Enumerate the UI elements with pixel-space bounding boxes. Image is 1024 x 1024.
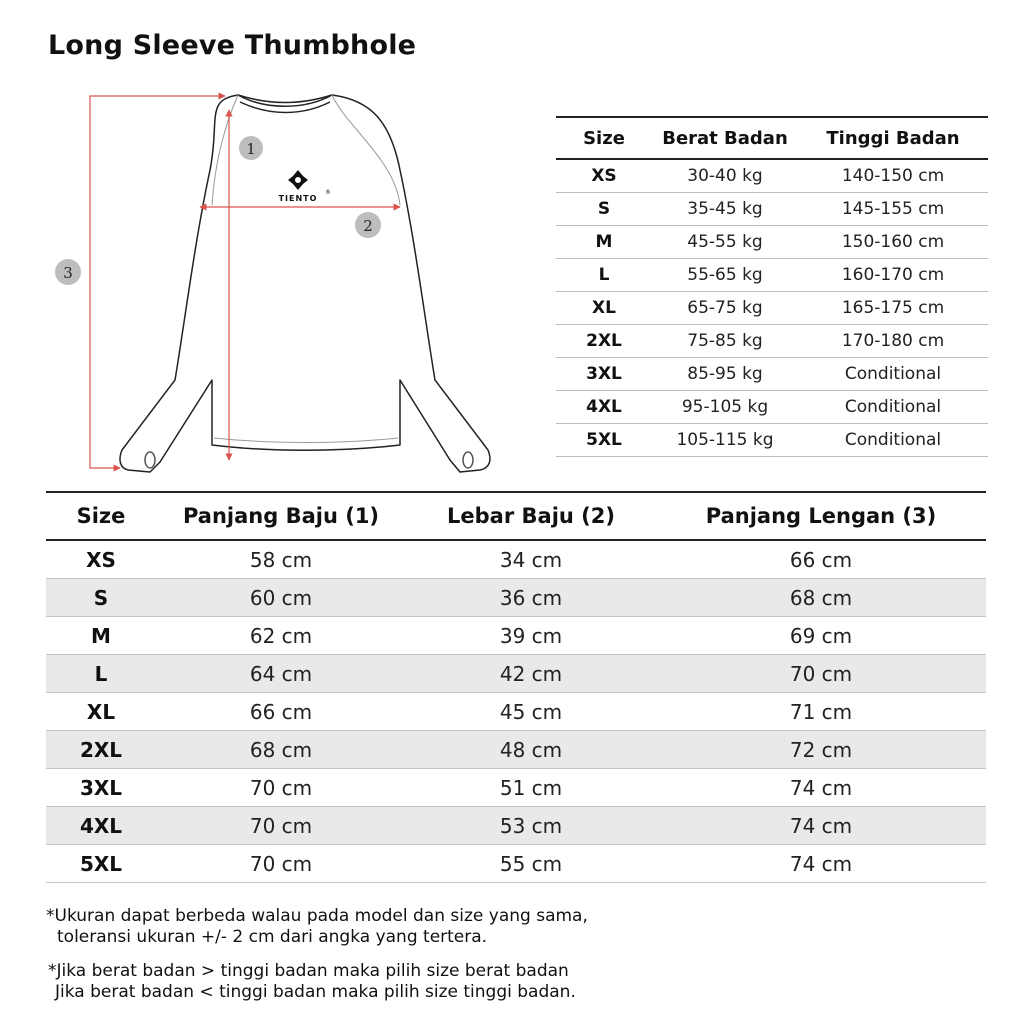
sleeve-cell: 66 cm <box>656 540 986 579</box>
length-cell: 64 cm <box>156 655 406 693</box>
table-header-row <box>46 492 986 540</box>
svg-text:1: 1 <box>246 140 256 158</box>
sleeve-cell: 74 cm <box>656 807 986 845</box>
size-cell: 4XL <box>556 391 652 424</box>
size-choice-note <box>48 961 576 1003</box>
sleeve-cell: 72 cm <box>656 731 986 769</box>
size-cell: 5XL <box>556 424 652 457</box>
table-row <box>46 579 986 617</box>
header-berat-badan: Berat Badan <box>662 127 788 149</box>
weight-cell: 65-75 kg <box>652 292 798 325</box>
size-cell: 3XL <box>556 358 652 391</box>
size-cell: 3XL <box>46 769 156 807</box>
length-cell: 68 cm <box>156 731 406 769</box>
weight-cell: 95-105 kg <box>652 391 798 424</box>
sleeve-cell: 74 cm <box>656 845 986 883</box>
svg-text:2: 2 <box>363 217 373 235</box>
table-row <box>46 540 986 579</box>
height-cell: 140-150 cm <box>798 159 988 193</box>
header-panjang-lengan: Panjang Lengan (3) <box>705 504 937 528</box>
size-cell: XS <box>556 159 652 193</box>
height-cell: 160-170 cm <box>798 259 988 292</box>
weight-cell: 75-85 kg <box>652 325 798 358</box>
length-cell: 66 cm <box>156 693 406 731</box>
header-tinggi-badan: Tinggi Badan <box>826 127 960 149</box>
page-title: Long Sleeve Thumbhole <box>48 30 417 61</box>
height-cell: Conditional <box>798 424 988 457</box>
width-cell: 39 cm <box>406 617 656 655</box>
table-row <box>556 325 988 358</box>
width-cell: 55 cm <box>406 845 656 883</box>
table-header-row <box>556 117 988 159</box>
size-cell: 2XL <box>556 325 652 358</box>
note-line: toleransi ukuran +/- 2 cm dari angka yang tertera. <box>57 927 488 947</box>
table-row <box>556 259 988 292</box>
sleeve-cell: 71 cm <box>656 693 986 731</box>
sleeve-cell: 68 cm <box>656 579 986 617</box>
tolerance-note <box>46 906 588 948</box>
width-cell: 34 cm <box>406 540 656 579</box>
size-measurement-table <box>46 491 986 883</box>
table-row <box>556 193 988 226</box>
header-size: Size <box>583 127 625 149</box>
marker-1 <box>239 136 263 160</box>
logo-registered-mark: ® <box>325 189 331 196</box>
shirt-diagram <box>40 80 520 480</box>
width-cell: 53 cm <box>406 807 656 845</box>
length-cell: 60 cm <box>156 579 406 617</box>
length-cell: 70 cm <box>156 807 406 845</box>
height-cell: 165-175 cm <box>798 292 988 325</box>
table-row <box>556 159 988 193</box>
size-cell: 5XL <box>46 845 156 883</box>
size-cell: XS <box>46 540 156 579</box>
sleeve-cell: 74 cm <box>656 769 986 807</box>
table-row <box>46 731 986 769</box>
size-cell: S <box>46 579 156 617</box>
length-cell: 62 cm <box>156 617 406 655</box>
weight-cell: 85-95 kg <box>652 358 798 391</box>
sleeve-cell: 70 cm <box>656 655 986 693</box>
tiento-logo <box>279 170 331 203</box>
table-row <box>556 391 988 424</box>
table-row <box>556 358 988 391</box>
logo-text: TIENTO <box>278 194 318 203</box>
svg-text:3: 3 <box>63 264 73 282</box>
header-lebar-baju: Lebar Baju (2) <box>447 504 615 528</box>
size-cell: M <box>46 617 156 655</box>
weight-cell: 105-115 kg <box>652 424 798 457</box>
note-line: *Jika berat badan > tinggi badan maka pilih size berat badan <box>48 961 569 981</box>
weight-cell: 55-65 kg <box>652 259 798 292</box>
weight-height-table <box>556 116 988 457</box>
weight-cell: 30-40 kg <box>652 159 798 193</box>
length-cell: 58 cm <box>156 540 406 579</box>
size-cell: XL <box>46 693 156 731</box>
note-line: *Ukuran dapat berbeda walau pada model dan size yang sama, <box>46 906 588 926</box>
height-cell: Conditional <box>798 391 988 424</box>
size-cell: L <box>556 259 652 292</box>
marker-3 <box>55 259 81 285</box>
header-panjang-baju: Panjang Baju (1) <box>182 504 380 528</box>
height-cell: 150-160 cm <box>798 226 988 259</box>
width-cell: 48 cm <box>406 731 656 769</box>
size-cell: 2XL <box>46 731 156 769</box>
size-cell: L <box>46 655 156 693</box>
table-row <box>46 769 986 807</box>
shirt-outline <box>120 95 490 472</box>
marker-2 <box>355 212 381 238</box>
table-row <box>556 292 988 325</box>
table-row <box>46 807 986 845</box>
size-cell: S <box>556 193 652 226</box>
width-cell: 51 cm <box>406 769 656 807</box>
width-cell: 42 cm <box>406 655 656 693</box>
table-row <box>556 424 988 457</box>
size-cell: M <box>556 226 652 259</box>
header-size: Size <box>76 504 126 528</box>
weight-cell: 35-45 kg <box>652 193 798 226</box>
measure-sleeve-line <box>90 96 225 468</box>
height-cell: 170-180 cm <box>798 325 988 358</box>
table-row <box>556 226 988 259</box>
note-line: Jika berat badan < tinggi badan maka pilih size tinggi badan. <box>55 982 576 1002</box>
sleeve-cell: 69 cm <box>656 617 986 655</box>
size-cell: 4XL <box>46 807 156 845</box>
table-row <box>46 693 986 731</box>
table-row <box>46 617 986 655</box>
length-cell: 70 cm <box>156 769 406 807</box>
width-cell: 45 cm <box>406 693 656 731</box>
weight-cell: 45-55 kg <box>652 226 798 259</box>
width-cell: 36 cm <box>406 579 656 617</box>
size-cell: XL <box>556 292 652 325</box>
height-cell: Conditional <box>798 358 988 391</box>
length-cell: 70 cm <box>156 845 406 883</box>
height-cell: 145-155 cm <box>798 193 988 226</box>
table-row <box>46 845 986 883</box>
table-row <box>46 655 986 693</box>
